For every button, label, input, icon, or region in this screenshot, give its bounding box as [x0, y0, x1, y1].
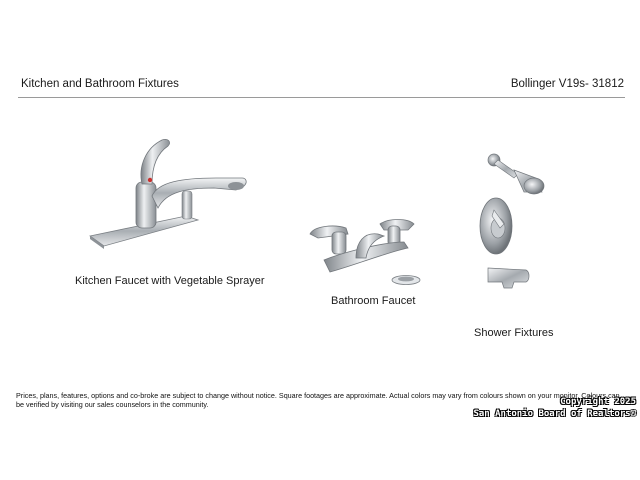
fixture-caption: Bathroom Faucet [331, 295, 416, 307]
header-divider [18, 97, 625, 98]
bathroom-faucet-icon [304, 212, 422, 290]
section-title: Kitchen and Bathroom Fixtures [21, 78, 179, 90]
shower-fixtures-icon [474, 150, 554, 300]
fixture-caption: Kitchen Faucet with Vegetable Sprayer [75, 275, 265, 287]
plan-code: Bollinger V19s- 31812 [510, 78, 624, 90]
copyright-watermark: San Antonio Board of Realtors® [473, 409, 636, 419]
copyright-watermark: Copyright 2025 [560, 397, 636, 407]
kitchen-faucet-icon [86, 136, 252, 254]
fixture-caption: Shower Fixtures [474, 327, 554, 339]
disclaimer-text: Prices, plans, features, options and co-broke are subject to change without notice. Square footages are approximate. Actual colors may vary from colours shown on your monitor. Colours can be verified by visiting our sales counselors in the community. [16, 391, 620, 409]
